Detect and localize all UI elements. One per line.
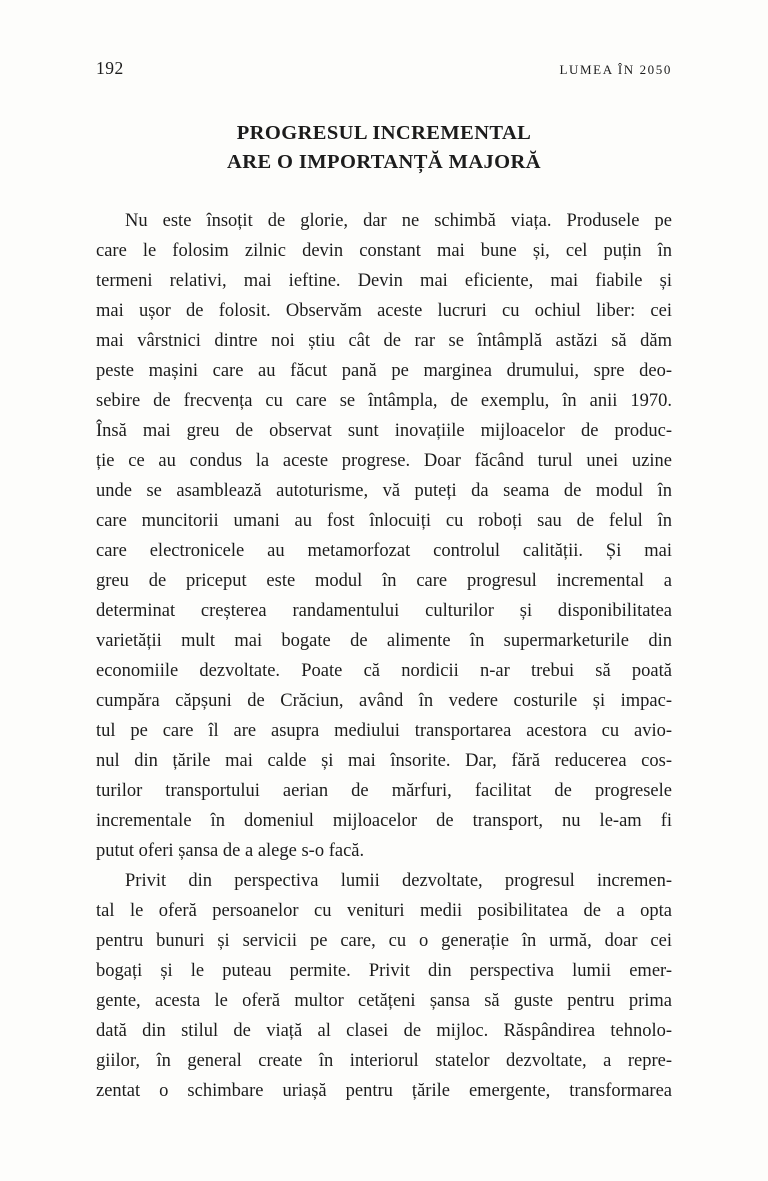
paragraph: [96, 866, 672, 1106]
text-line: giilor, în general create în interiorul statelor dezvoltate, a repre-: [96, 1051, 672, 1071]
text-line: termeni relativi, mai ieftine. Devin mai eficiente, mai fiabile și: [96, 271, 672, 291]
text-line: unde se asamblează autoturisme, vă puteți da seama de modul în: [96, 481, 672, 501]
chapter-title: [96, 119, 672, 177]
text-line: Nu este însoțit de glorie, dar ne schimbă viața. Produsele pe: [125, 211, 672, 231]
text-line: pentru bunuri și servicii pe care, cu o generație în urmă, doar cei: [96, 931, 672, 951]
text-line: zentat o schimbare uriașă pentru țările emergente, transformarea: [96, 1081, 672, 1101]
text-line: dată din stilul de viață al clasei de mijloc. Răspândirea tehnolo-: [96, 1021, 672, 1041]
text-line: sebire de frecvența cu care se întâmpla, de exemplu, în anii 1970.: [96, 391, 672, 411]
text-line: economiile dezvoltate. Poate că nordicii n-ar trebui să poată: [96, 661, 672, 681]
text-line: care le folosim zilnic devin constant mai bune și, cel puțin în: [96, 241, 672, 261]
text-line: mai ușor de folosit. Observăm aceste lucruri cu ochiul liber: cei: [96, 301, 672, 321]
paragraph: [96, 206, 672, 866]
text-line: tal le oferă persoanelor cu venituri medii posibilitatea de a opta: [96, 901, 672, 921]
text-line: peste mașini care au făcut pană pe marginea drumului, spre deo-: [96, 361, 672, 381]
page-header: [96, 58, 672, 79]
text-line: determinat creșterea randamentului culturilor și disponibilitatea: [96, 601, 672, 621]
chapter-title-line-1: PROGRESUL INCREMENTAL: [236, 122, 532, 144]
text-line: cumpăra căpșuni de Crăciun, având în vedere costurile și impac-: [96, 691, 672, 711]
body-text: [96, 206, 672, 1106]
text-line: care electronicele au metamorfozat controlul calității. Și mai: [96, 541, 672, 561]
chapter-title-line-2: ARE O IMPORTANȚĂ MAJORĂ: [227, 151, 541, 173]
text-line: nul din țările mai calde și mai însorite. Dar, fără reducerea cos-: [96, 751, 672, 771]
text-line: mai vârstnici dintre noi știu cât de rar se întâmplă astăzi să dăm: [96, 331, 672, 351]
text-line: varietății mult mai bogate de alimente în supermarketurile din: [96, 631, 672, 651]
text-line: tul pe care îl are asupra mediului transportarea acestora cu avio-: [96, 721, 672, 741]
text-line: Privit din perspectiva lumii dezvoltate, progresul incremen-: [125, 871, 672, 891]
text-line: incrementale în domeniul mijloacelor de transport, nu le-am fi: [96, 811, 672, 831]
page-number: 192: [96, 58, 124, 78]
text-line: greu de priceput este modul în care progresul incremental a: [96, 571, 672, 591]
text-line: bogați și le puteau permite. Privit din perspectiva lumii emer-: [96, 961, 672, 981]
running-head: LUMEA ÎN 2050: [559, 62, 672, 77]
text-line: gente, acesta le oferă multor cetățeni șansa să guste pentru prima: [96, 991, 672, 1011]
text-line: ție ce au condus la aceste progrese. Doar făcând turul unei uzine: [96, 451, 672, 471]
text-line: turilor transportului aerian de mărfuri, facilitat de progresele: [96, 781, 672, 801]
text-line: care muncitorii umani au fost înlocuiți cu roboți sau de felul în: [96, 511, 672, 531]
text-line: Însă mai greu de observat sunt inovațiile mijloacelor de produc-: [96, 421, 672, 441]
text-line: putut oferi șansa de a alege s-o facă.: [96, 841, 365, 861]
